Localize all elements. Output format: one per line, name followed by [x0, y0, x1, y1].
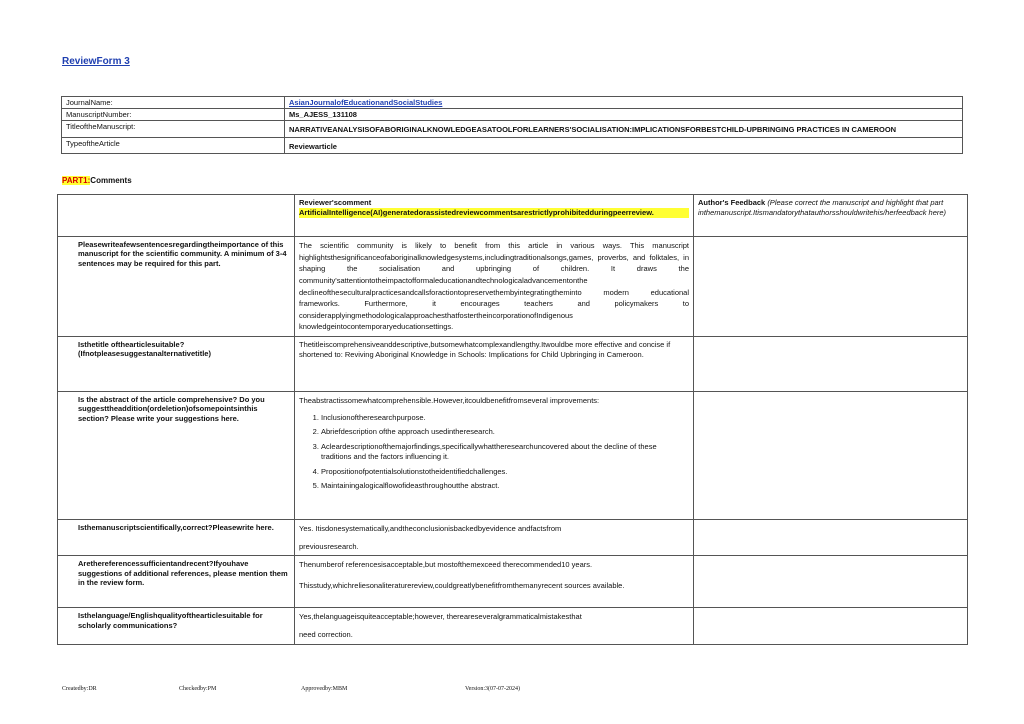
- author-feedback-title: Author's Feedback: [698, 198, 766, 207]
- comment-line: Yes. Itisdonesystematically,andtheconclusionisbackedbyevidence andfactsfrom: [299, 524, 562, 533]
- author-feedback-cell[interactable]: [694, 237, 968, 337]
- part1-heading: [62, 176, 132, 185]
- question-scientific: Isthemanuscriptscientifically,correct?Pleasewrite here.: [58, 520, 295, 556]
- manuscript-title-row: [62, 121, 963, 138]
- comment-references: [295, 556, 694, 608]
- author-feedback-note: (Please correct the manuscript and highlight that part inthemanuscript.Itismandatorythatauthorsshouldwritehis/herfeedback here): [698, 198, 947, 217]
- author-feedback-header: [694, 195, 968, 237]
- footer-approved-by: Approvedby:MBM: [301, 686, 348, 692]
- comment-line: Thenumberof referencesisacceptable,but mostofthemexceed therecommended10 years.: [299, 560, 593, 570]
- comment-language: [295, 608, 694, 645]
- comment-importance: The scientific community is likely to benefit from this article in various ways. This manuscript highlightsthesignificanceofaboriginalknowledgesystems,includingtraditionalsongs,games, proverbs, and folktales, in shaping the socialisation and upbringing of children. It draws the community'sattentiontotheimpactofformaleducationandtechnologicaladvancementonthe declineoftheseculturalpracticesandcallsforactiontopreservethembyintegratingtheminto modern educational frameworks. Furthermore, it encourages teachers and policymakers to considerapplyingmethodologicalapproachesthatfostertheincorporationofIndigenous knowledgeintocontemporaryeducationsettings.: [295, 237, 694, 337]
- reviewer-comment-header: [295, 195, 694, 237]
- improvement-list: [299, 413, 689, 492]
- footer-created-by: Createdby:DR: [62, 686, 97, 692]
- header-row: [58, 195, 968, 237]
- manuscript-info-table: [61, 96, 963, 154]
- question-title: Isthetitle ofthearticlesuitable? (Ifnotpleasesuggestanalternativetitle): [58, 337, 295, 392]
- article-type-row: [62, 138, 963, 154]
- list-item: 5. Maintainingalogicalflowofideasthroughoutthe abstract.: [321, 481, 689, 491]
- list-item: 1. Inclusionoftheresearchpurpose.: [321, 413, 689, 423]
- question-importance: Pleasewriteafewsentencesregardingtheimportance of this manuscript for the scientific community. A minimum of 3-4 sentences may be required for this part.: [58, 237, 295, 337]
- journal-row: [62, 97, 963, 109]
- question-language: Isthelanguage/Englishqualityofthearticlesuitable for scholarly communications?: [58, 608, 295, 645]
- review-comments-table: [57, 194, 968, 645]
- footer-version: Version:3(07-07-2024): [465, 686, 520, 692]
- comment-line: need correction.: [299, 629, 353, 639]
- author-feedback-cell[interactable]: [694, 608, 968, 645]
- author-feedback-cell[interactable]: [694, 392, 968, 520]
- form-title: ReviewForm 3: [62, 56, 130, 67]
- comment-line: Yes,thelanguageisquiteacceptable;however, thereareseveralgrammaticalmistakesthat: [299, 612, 582, 622]
- ai-prohibition-notice: ArtificialIntelligence(AI)generatedorassistedreviewcommentsarestrictlyprohibitedduringpeerreview.: [299, 208, 689, 218]
- comment-line: Thisstudy,whichreliesonaliteraturereview,couldgreatlybenefitfromthemanyrecent sources available.: [299, 580, 625, 590]
- list-item: 2. Abriefdescription ofthe approach usedintheresearch.: [321, 427, 689, 437]
- list-item: 3. Acleardescriptionofthemajorfindings,specificallywhattheresearchuncovered about the decline of these traditions and the factors influencing it.: [321, 442, 689, 462]
- author-feedback-cell[interactable]: [694, 337, 968, 392]
- author-feedback-cell[interactable]: [694, 520, 968, 556]
- article-type-label: TypeoftheArticle: [62, 138, 285, 154]
- comment-line: previousresearch.: [299, 541, 359, 551]
- manuscript-number-row: [62, 109, 963, 121]
- table-row: [58, 556, 968, 608]
- author-feedback-cell[interactable]: [694, 556, 968, 608]
- question-references: Arethereferencessufficientandrecent?Ifyouhave suggestions of additional references, please mention them in the review form.: [58, 556, 295, 608]
- manuscript-number-value: Ms_AJESS_131108: [285, 109, 963, 121]
- comment-title: Thetitleiscomprehensiveanddescriptive,butsomewhatcomplexandlengthy.Itwouldbe more effective and concise if shortened to: Reviving Aboriginal Knowledge in Schools: Implications for Child Upbringing in Cameroon.: [295, 337, 694, 392]
- table-row: [58, 337, 968, 392]
- footer-checked-by: Checkedby:PM: [179, 686, 217, 692]
- journal-link[interactable]: AsianJournalofEducationandSocialStudies: [289, 98, 443, 107]
- table-row: [58, 608, 968, 645]
- table-row: [58, 520, 968, 556]
- list-item: 4. Propositionofpotentialsolutionstotheidentifiedchallenges.: [321, 467, 689, 477]
- table-row: [58, 237, 968, 337]
- header-empty-cell: [58, 195, 295, 237]
- reviewer-comment-title: Reviewer'scomment: [299, 198, 372, 207]
- comment-abstract-intro: Theabstractissomewhatcomprehensible.However,itcouldbenefitfromseveral improvements:: [299, 396, 600, 405]
- table-row: [58, 392, 968, 520]
- manuscript-number-label: ManuscriptNumber:: [62, 109, 285, 121]
- manuscript-title-label: TitleoftheManuscript:: [62, 121, 285, 138]
- part1-label: PART1:: [62, 176, 91, 185]
- question-abstract: Is the abstract of the article comprehensive? Do you suggesttheaddition(ordeletion)ofsomepointsinthis section? Please write your suggestions here.: [58, 392, 295, 520]
- comment-scientific: [295, 520, 694, 556]
- article-type-value: Reviewarticle: [285, 138, 963, 154]
- comment-abstract: [295, 392, 694, 520]
- manuscript-title-value: NARRATIVEANALYSISOFABORIGINALKNOWLEDGEASATOOLFORLEARNERS'SOCIALISATION:IMPLICATIONSFORBESTCHILD-UPBRINGING PRACTICES IN CAMEROON: [285, 121, 963, 138]
- part1-title: Comments: [90, 176, 132, 185]
- journal-label: JournalName:: [62, 97, 285, 109]
